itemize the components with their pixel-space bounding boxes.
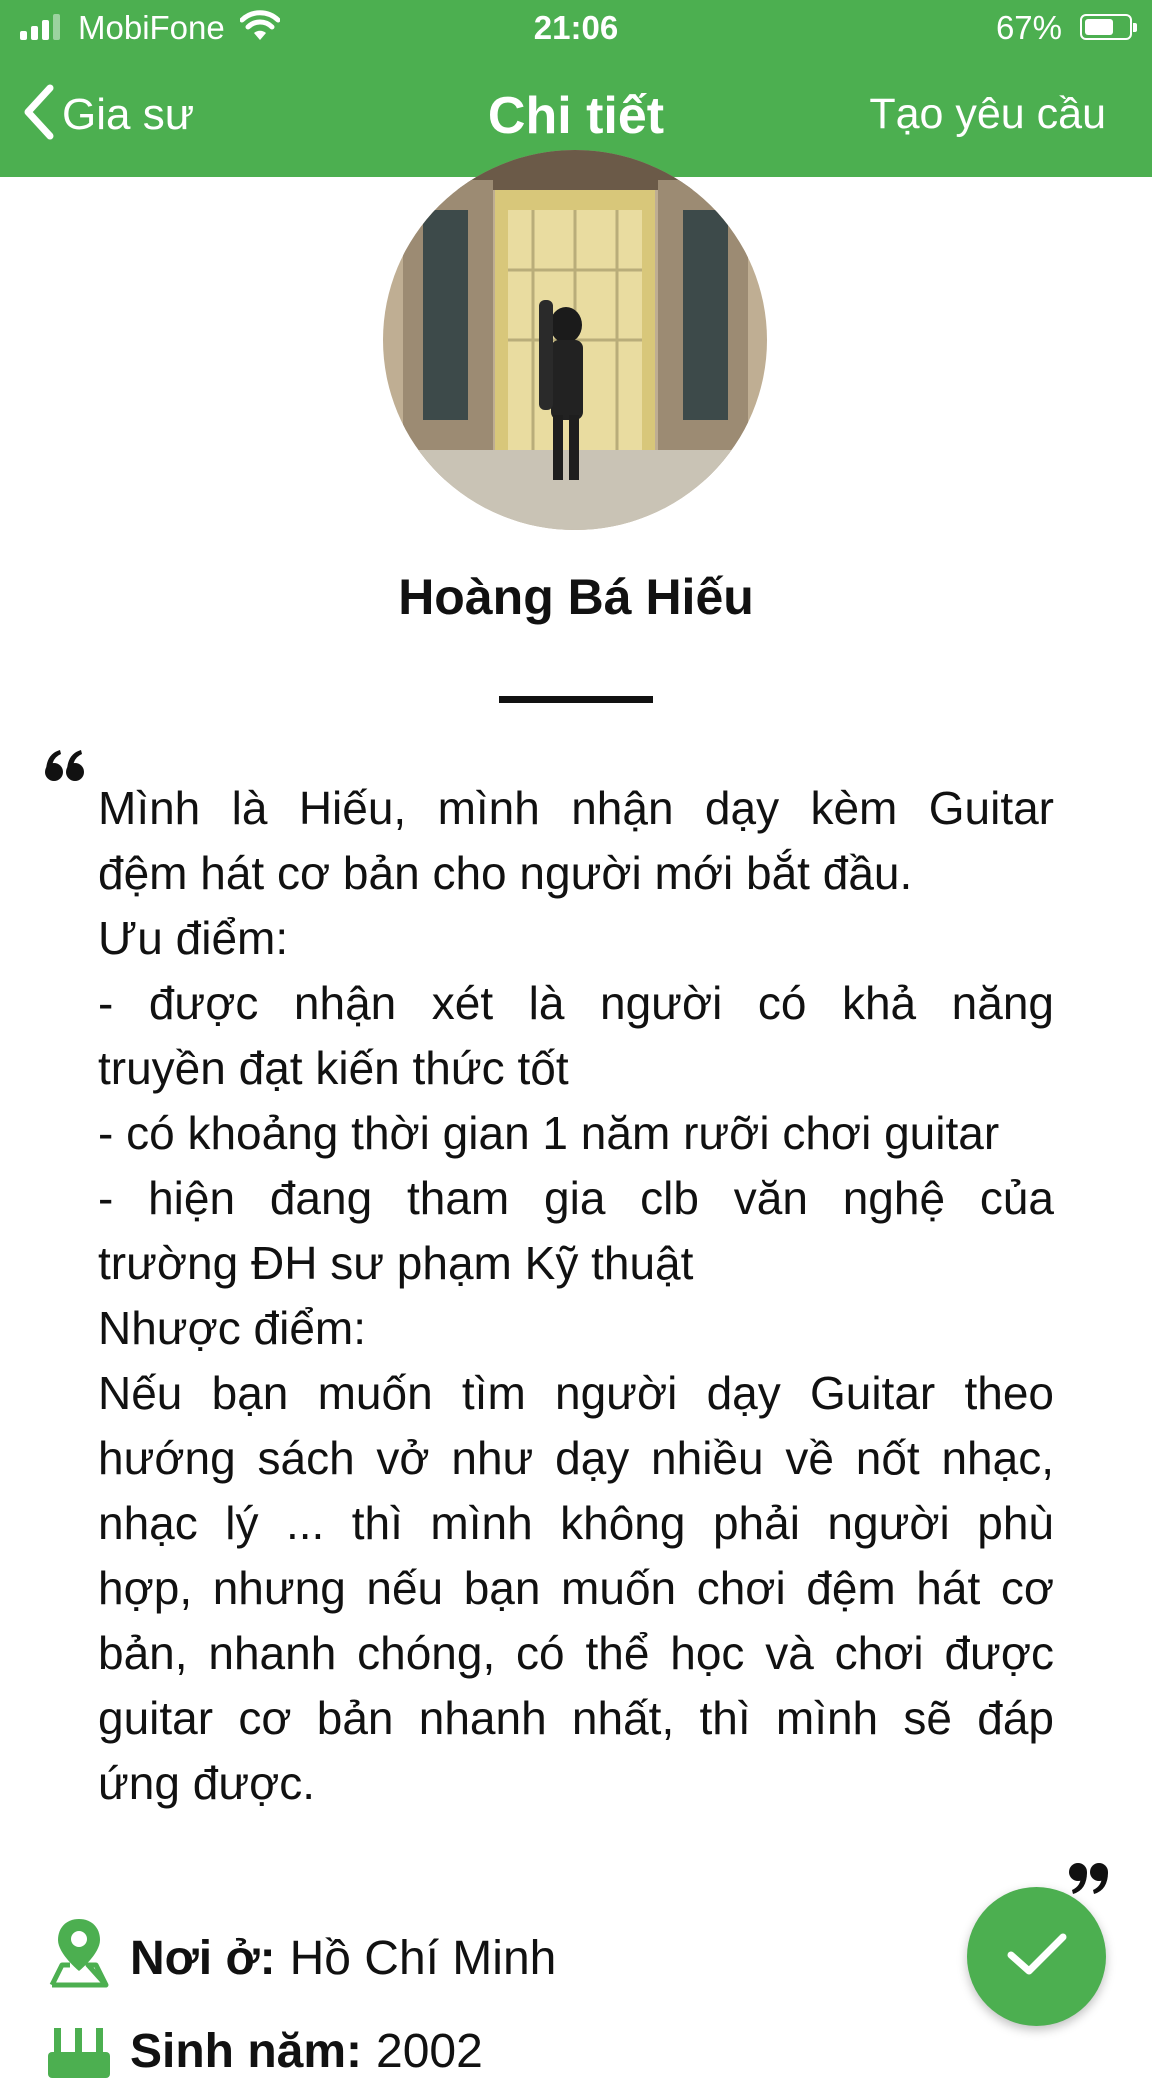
bio-line: truyền đạt kiến thức tốt [98,1042,569,1094]
confirm-button[interactable] [967,1887,1106,2026]
status-bar [0,0,1152,60]
create-request-button[interactable]: Tạo yêu cầu [869,90,1106,138]
bio-line: Ưu điểm: [98,912,289,964]
bio-line: guitar cơ bản nhanh nhất, thì mình sẽ đáp [98,1692,1054,1744]
bio-line: - hiện đang tham gia clb văn nghệ của [98,1172,1054,1224]
location-pin-icon [44,1915,114,2001]
avatar [383,150,767,530]
bio-line: đệm hát cơ bản cho người mới bắt đầu. [98,847,913,899]
bio-line: Nếu bạn muốn tìm người dạy Guitar theo [98,1367,1054,1419]
bio-line: bản, nhanh chóng, có thể học và chơi được [98,1627,1054,1679]
bio-line: trường ĐH sư phạm Kỹ thuật [98,1237,694,1289]
birth-year-row [44,2008,483,2094]
status-time: 21:06 [533,9,619,46]
bio-line: nhạc lý ... thì mình không phải người phù [98,1497,1054,1549]
quote-open-icon [44,738,86,786]
bio-line: ứng được. [98,1757,316,1809]
back-button-label: Gia sư [62,89,195,139]
bio-line: - được nhận xét là người có khả năng [98,977,1054,1029]
birth-year-label: Sinh năm: [130,2024,363,2078]
birthday-cake-icon [44,2008,114,2094]
divider [499,696,653,703]
birth-year-value: 2002 [376,2024,483,2078]
location-label: Nơi ở: [130,1931,276,1985]
tutor-name: Hoàng Bá Hiếu [398,569,754,625]
carrier-name: MobiFone [78,9,225,46]
page-title: Chi tiết [487,87,665,145]
bio-line: Nhược điểm: [98,1302,367,1354]
bio-line: Mình là Hiếu, mình nhận dạy kèm Guitar [98,782,1054,834]
tutor-bio [98,776,1054,1816]
battery-icon [1080,14,1132,40]
checkmark-icon [1005,1929,1069,1984]
bio-line: hướng sách vở như dạy nhiều về nốt nhạc, [98,1432,1054,1484]
location-row [44,1915,556,2001]
bio-line: hợp, nhưng nếu bạn muốn chơi đệm hát cơ [98,1562,1054,1614]
bio-line: - có khoảng thời gian 1 năm rưỡi chơi guitar [98,1107,1000,1159]
battery-percent: 67% [995,9,1062,46]
location-value: Hồ Chí Minh [289,1931,557,1985]
